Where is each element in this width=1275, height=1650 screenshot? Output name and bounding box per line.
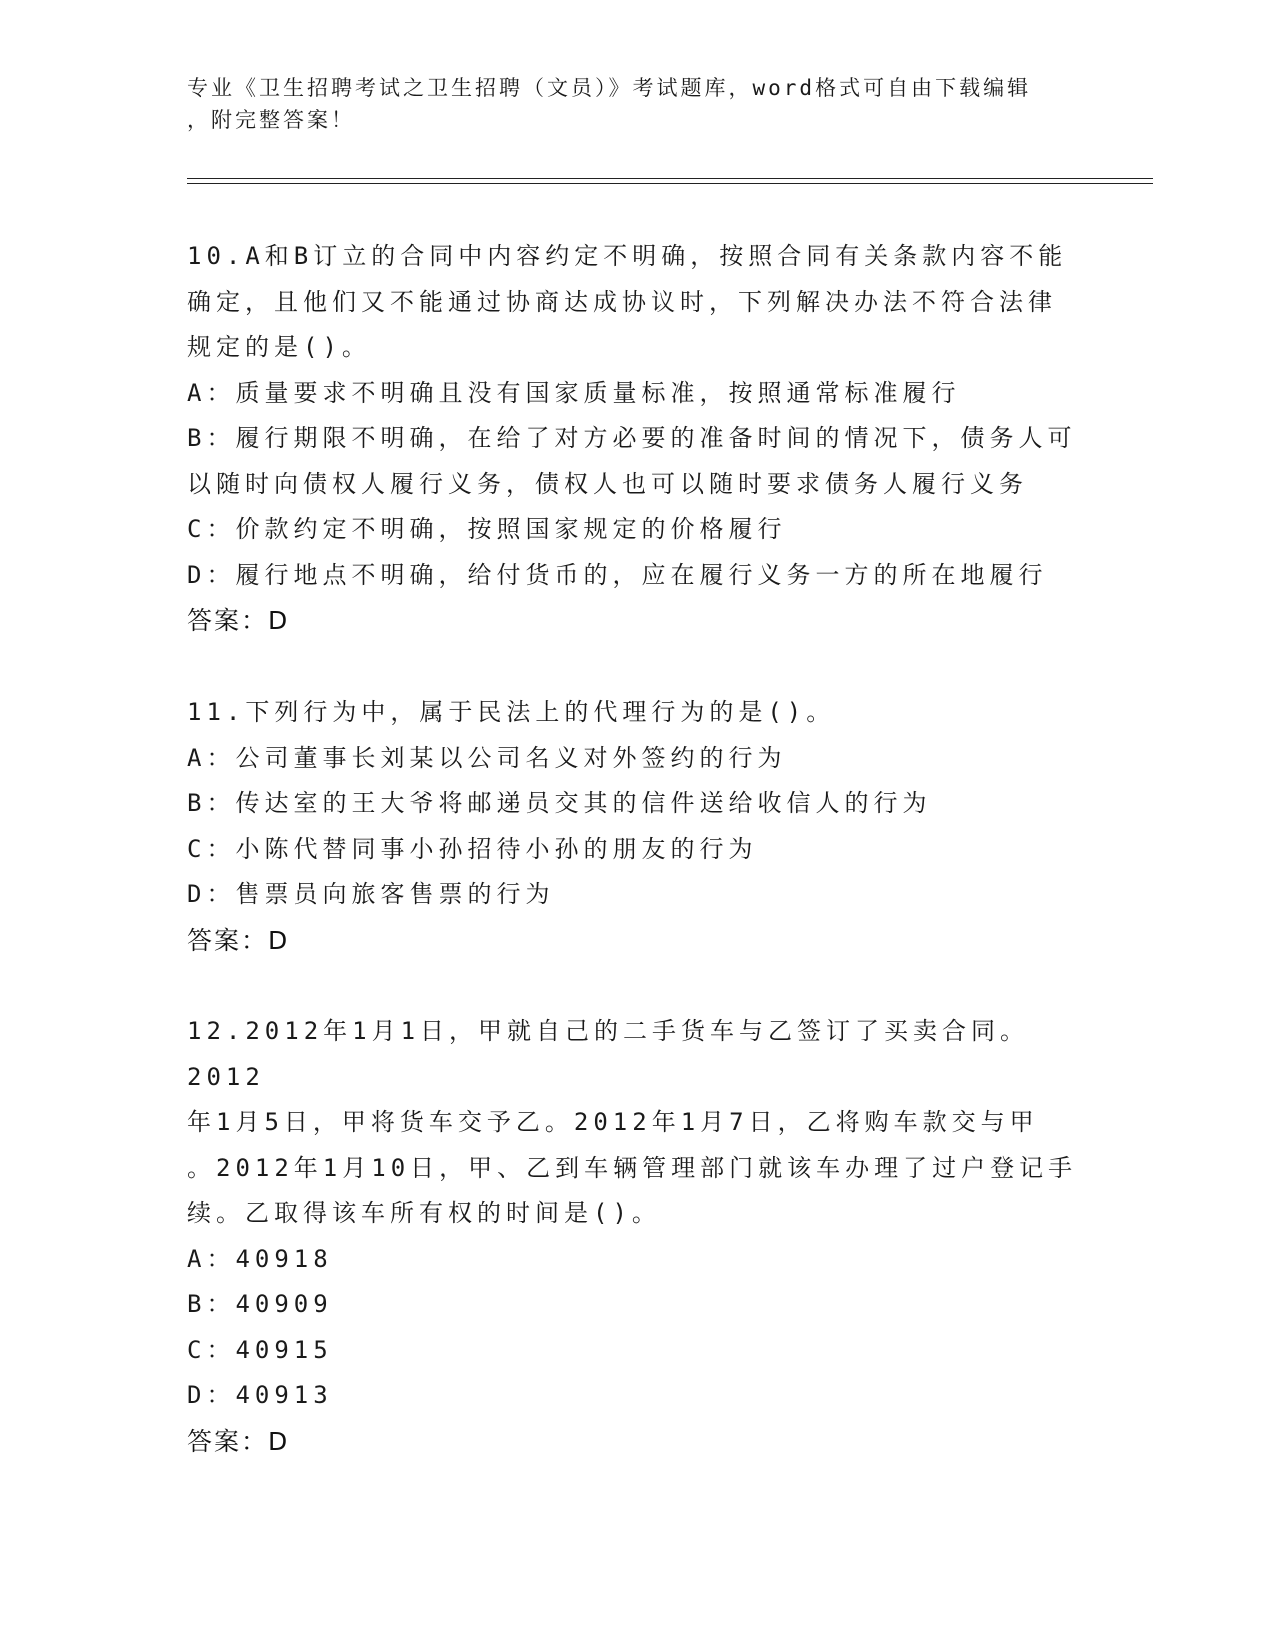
answer: 答案：D: [187, 1426, 290, 1456]
option-d: D：40913: [187, 1381, 333, 1409]
question-12: [187, 1009, 1087, 1464]
question-text-line: 11.下列行为中，属于民法上的代理行为的是()。: [187, 698, 836, 726]
question-text-line: 规定的是()。: [187, 333, 371, 361]
option-b-continued: 以随时向债权人履行义务，债权人也可以随时要求债务人履行义务: [187, 469, 1028, 498]
option-a: A：质量要求不明确且没有国家质量标准，按照通常标准履行: [187, 378, 961, 407]
header-line-1: 专业《卫生招聘考试之卫生招聘（文员）》考试题库，word格式可自由下载编辑: [187, 76, 1032, 100]
option-b: B：传达室的王大爷将邮递员交其的信件送给收信人的行为: [187, 789, 932, 817]
question-11: [187, 690, 1087, 963]
option-d: D：履行地点不明确，给付货币的，应在履行义务一方的所在地履行: [187, 560, 1048, 589]
page-header: [187, 72, 1087, 136]
option-d: D：售票员向旅客售票的行为: [187, 880, 555, 908]
question-10: [187, 234, 1087, 644]
option-a: A：40918: [187, 1244, 333, 1273]
question-text-line: 。2012年1月10日，甲、乙到车辆管理部门就该车办理了过户登记手: [187, 1153, 1078, 1182]
question-text-line: 年1月5日，甲将货车交予乙。2012年1月7日，乙将购车款交与甲: [187, 1108, 1039, 1136]
header-rule-bottom: [187, 183, 1153, 184]
option-b: B：40909: [187, 1290, 333, 1318]
question-text-line: 12.2012年1月1日，甲就自己的二手货车与乙签订了买卖合同。2012: [187, 1017, 1030, 1091]
option-c: C：小陈代替同事小孙招待小孙的朋友的行为: [187, 834, 758, 863]
option-c: C：价款约定不明确，按照国家规定的价格履行: [187, 515, 787, 543]
option-c: C：40915: [187, 1335, 333, 1364]
question-text-line: 确定，且他们又不能通过协商达成协议时，下列解决办法不符合法律: [187, 287, 1057, 316]
header-rule-top: [187, 178, 1153, 179]
header-line-2: ，附完整答案！: [187, 108, 355, 132]
option-b: B：履行期限不明确，在给了对方必要的准备时间的情况下，债务人可: [187, 424, 1077, 452]
answer: 答案：D: [187, 925, 290, 955]
answer: 答案：D: [187, 606, 290, 635]
question-text-line: 续。乙取得该车所有权的时间是()。: [187, 1199, 661, 1227]
question-text-line: 10.A和B订立的合同中内容约定不明确，按照合同有关条款内容不能: [187, 242, 1068, 270]
option-a: A：公司董事长刘某以公司名义对外签约的行为: [187, 743, 787, 772]
